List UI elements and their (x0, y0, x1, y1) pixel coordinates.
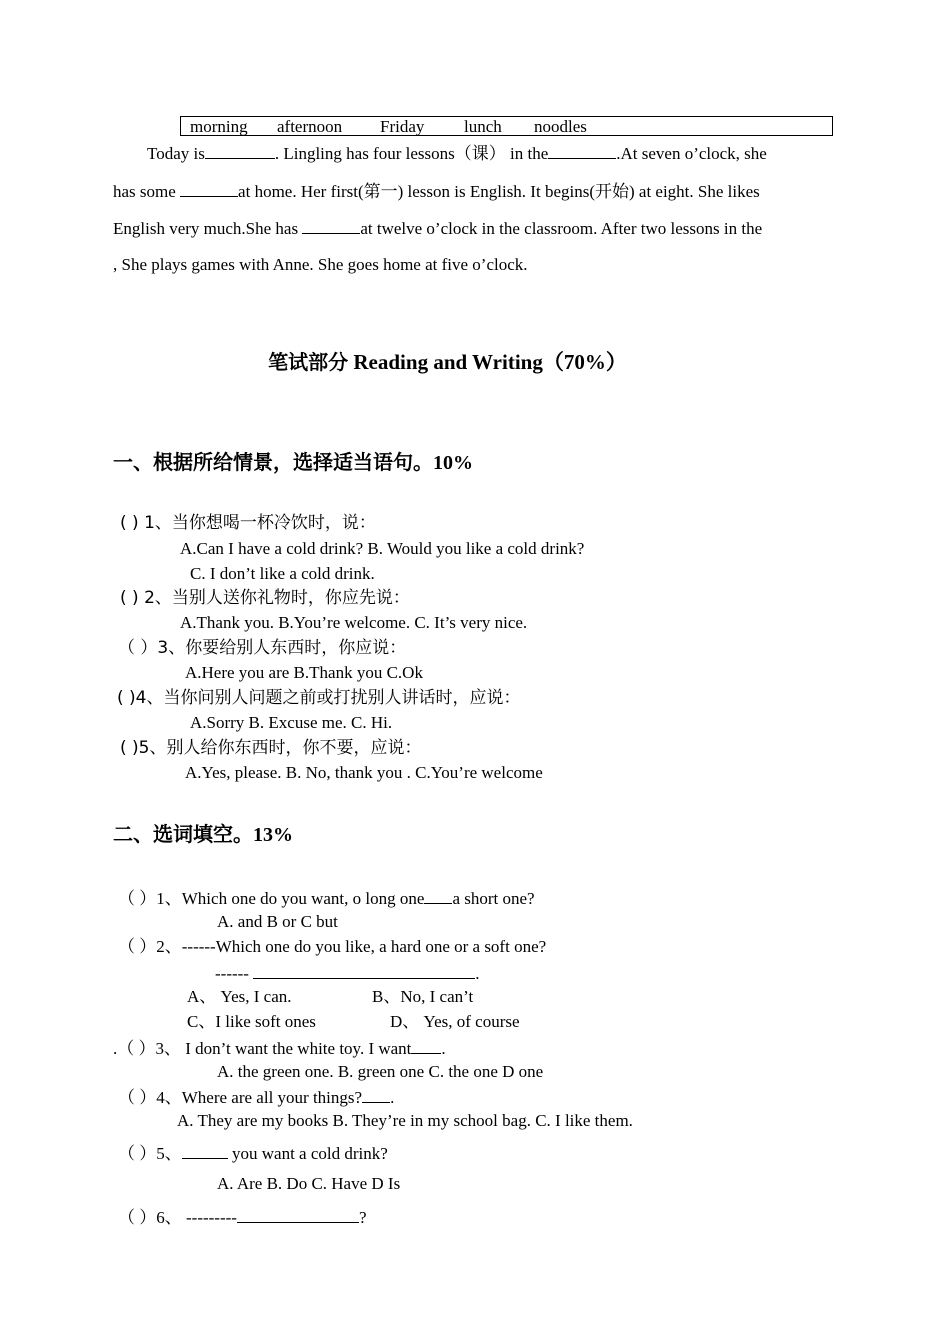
answer-blank[interactable] (182, 1142, 228, 1159)
question-1-3-options: A.Here you are B.Thank you C.Ok (185, 663, 423, 682)
question-2-2-option-a: A、 Yes, I can. (187, 987, 292, 1006)
question-1-1: ( ) 1、当你想喝一杯冷饮时，说： (120, 513, 376, 533)
answer-blank[interactable] (302, 217, 360, 234)
question-1-2: ( ) 2、当别人送你礼物时，你应先说： (120, 588, 410, 608)
passage-line-4: , She plays games with Anne. She goes home at five o’clock. (113, 255, 528, 274)
question-2-5-options: A. Are B. Do C. Have D Is (217, 1174, 401, 1193)
word-bank-item: lunch (464, 117, 502, 136)
answer-blank[interactable] (237, 1206, 359, 1223)
question-1-1-option-c: C. I don’t like a cold drink. (190, 564, 375, 583)
question-2-1-options: A. and B or C but (217, 912, 338, 931)
word-bank-item: afternoon (277, 117, 343, 136)
answer-blank[interactable] (548, 142, 616, 159)
word-bank-item: morning (190, 117, 248, 136)
passage-line-3: English very much.She has at twelve o’clock in the classroom. After two lessons in the (113, 219, 763, 238)
page-title: 笔试部分 Reading and Writing（70%） (268, 350, 627, 374)
question-1-1-options: A.Can I have a cold drink? B. Would you like a cold drink? (180, 539, 585, 558)
question-2-5: （ ）5、 you want a cold drink? (118, 1144, 388, 1163)
word-bank-box (180, 116, 833, 136)
question-2-3-options: A. the green one. B. green one C. the one D one (217, 1062, 544, 1081)
section-2-heading: 二、选词填空。13% (113, 822, 293, 846)
question-1-4-options: A.Sorry B. Excuse me. C. Hi. (190, 713, 393, 732)
answer-blank[interactable] (180, 180, 238, 197)
section-1-heading: 一、根据所给情景，选择适当语句。10% (113, 450, 473, 474)
question-2-2-option-d: D、 Yes, of course (390, 1012, 520, 1031)
question-2-4: （ ）4、Where are all your things? . (118, 1088, 395, 1107)
word-bank-item: Friday (380, 117, 425, 136)
question-2-2: （ ）2、------Which one do you like, a hard one or a soft one? (118, 937, 547, 956)
question-2-1: （ ）1、Which one do you want, o long one a short one? (118, 889, 535, 908)
answer-blank[interactable] (411, 1037, 441, 1054)
answer-blank[interactable] (424, 887, 452, 904)
answer-blank[interactable] (362, 1086, 390, 1103)
question-2-4-options: A. They are my books B. They’re in my school bag. C. I like them. (177, 1111, 633, 1130)
question-1-2-options: A.Thank you. B.You’re welcome. C. It’s very nice. (180, 613, 528, 632)
question-1-5: ( )5、别人给你东西时，你不要，应说： (120, 738, 422, 758)
question-1-3: （ ）3、你要给别人东西时，你应说： (118, 638, 407, 658)
question-2-2-option-b: B、No, I can’t (372, 987, 474, 1006)
question-2-2-option-c: C、I like soft ones (187, 1012, 316, 1031)
question-1-5-options: A.Yes, please. B. No, thank you . C.You’re welcome (185, 763, 543, 782)
question-1-4: ( )4、当你问别人问题之前或打扰别人讲话时，应说： (117, 688, 521, 708)
word-bank-item: noodles (534, 117, 587, 136)
passage-line-1: Today is . Lingling has four lessons（课） in the .At seven o’clock, she (147, 144, 767, 163)
question-2-3: .（ ）3、 I don’t want the white toy. I want . (113, 1039, 446, 1058)
passage-line-2: has some at home. Her first(第一) lesson is English. It begins(开始) at eight. She likes (113, 182, 760, 201)
question-2-6: （ ）6、 --------- ? (118, 1208, 367, 1227)
question-2-2-answer-line: ------ . (215, 964, 480, 983)
answer-blank[interactable] (253, 962, 475, 979)
answer-blank[interactable] (205, 142, 275, 159)
